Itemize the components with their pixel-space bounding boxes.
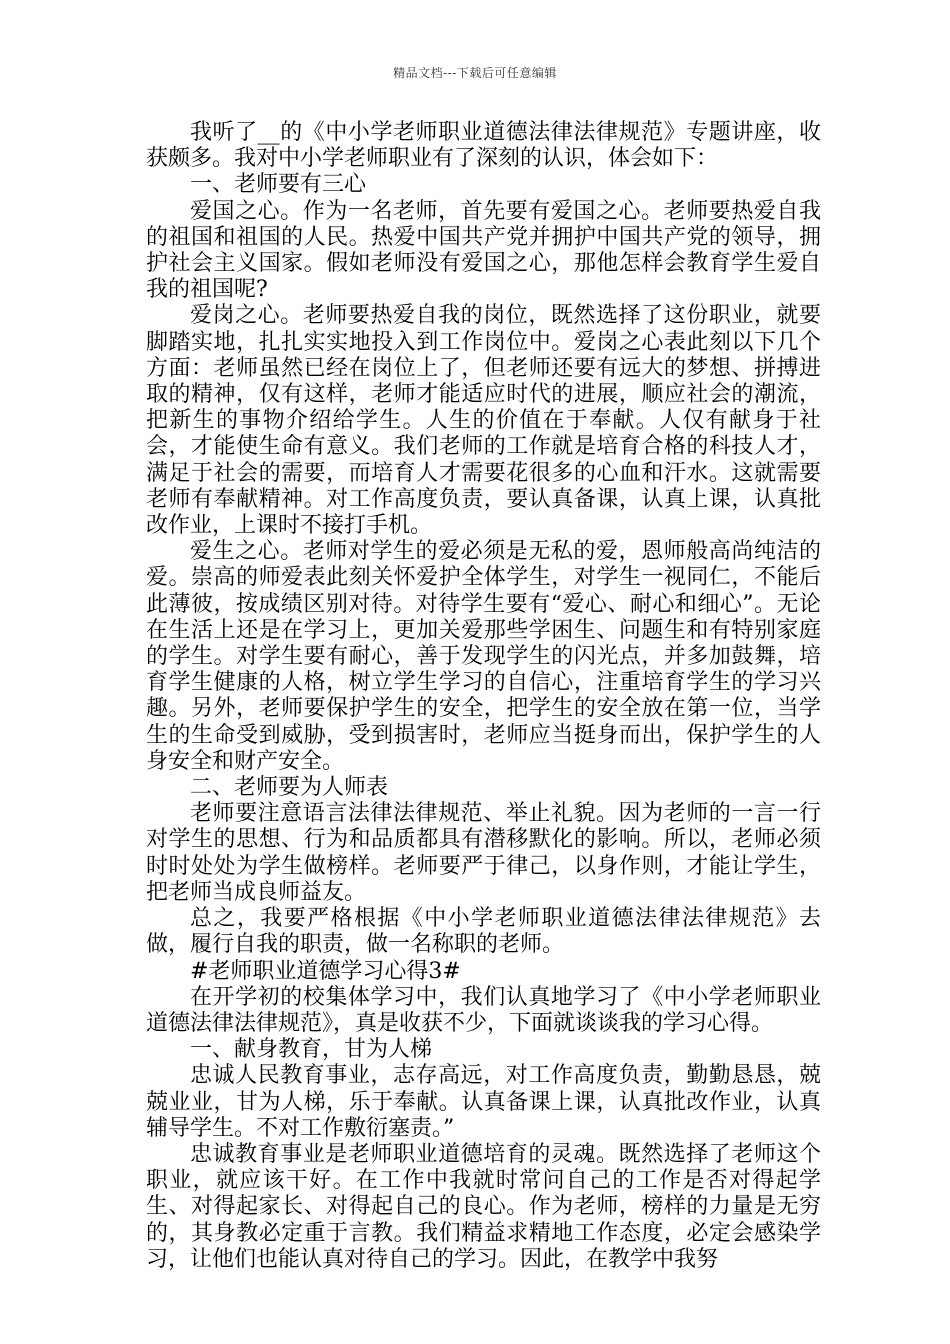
paragraph-conclusion: 总之，我要严格根据《中小学老师职业道德法律法律规范》去做，履行自我的职责，做一名称职的老师。 — [146, 906, 821, 958]
paragraph-job-devotion: 爱岗之心。老师要热爱自我的岗位，既然选择了这份职业，就要脚踏实地，扎扎实实地投入到工作岗位中。爱岗之心表此刻以下几个方面：老师虽然已经在岗位上了，但老师还要有远大的梦想、拼搏进取的精神，仅有这样，老师才能适应时代的进展，顺应社会的潮流，把新生的事物介绍给学生。人生的价值在于奉献。人仅有献身于社会，才能使生命有意义。我们老师的工作就是培育合格的科技人才，满足于社会的需要，而培育人才需要花很多的心血和汗水。这就需要老师有奉献精神。对工作高度负责，要认真备课，认真上课，认真批改作业，上课时不接打手机。 — [146, 303, 821, 539]
heading-dedication: 一、献身教育，甘为人梯 — [190, 1037, 433, 1063]
paragraph-student-love: 爱生之心。老师对学生的爱必须是无私的爱，恩师般高尚纯洁的爱。崇高的师爱表此刻关怀爱护全体学生，对学生一视同仁，不能后此薄彼，按成绩区别对待。对待学生要有“爱心、耐心和细心”。无论在生活上还是在学习上，更加关爱那些学困生、问题生和有特别家庭的学生。对学生要有耐心，善于发现学生的闪光点，并多加鼓舞，培育学生健康的人格，树立学生学习的自信心，注重培育学生的学习兴趣。另外，老师要保护学生的安全，把学生的安全放在第一位，当学生的生命受到威胁，受到损害时，老师应当挺身而出，保护学生的人身安全和财产安全。 — [146, 539, 821, 774]
paragraph-role-model: 老师要注意语言法律法律规范、举止礼貌。因为老师的一言一行对学生的思想、行为和品质都具有潜移默化的影响。所以，老师必须时时处处为学生做榜样。老师要严于律己，以身作则，才能让学生，把老师当成良师益友。 — [146, 801, 821, 905]
heading-three-hearts: 一、老师要有三心 — [190, 172, 367, 198]
heading-role-model: 二、老师要为人师表 — [190, 775, 389, 801]
paragraph-dedication: 忠诚人民教育事业，志存高远，对工作高度负责，勤勤恳恳，兢兢业业，甘为人梯，乐于奉献。认真备课上课，认真批改作业，认真辅导学生。不对工作敷衍塞责。” — [146, 1063, 821, 1141]
page-header: 精品文档---下载后可任意编辑 — [393, 66, 557, 80]
paragraph-intro: 我听了__的《中小学老师职业道德法律法律规范》专题讲座，收获颇多。我对中小学老师职业有了深刻的认识，体会如下： — [146, 120, 821, 172]
paragraph-study-intro: 在开学初的校集体学习中，我们认真地学习了《中小学老师职业道德法律法律规范》，真是收获不少，下面就谈谈我的学习心得。 — [146, 984, 821, 1036]
paragraph-loyalty: 忠诚教育事业是老师职业道德培育的灵魂。既然选择了老师这个职业，就应该干好。在工作中我就时常问自己的工作是否对得起学生、对得起家长、对得起自己的良心。作为老师，榜样的力量是无穷的，其身教必定重于言教。我们精益求精地工作态度，必定会感染学习，让他们也能认真对待自己的学习。因此，在教学中我努 — [146, 1141, 821, 1272]
document-body — [146, 120, 821, 1273]
paragraph-patriotic-heart: 爱国之心。作为一名老师，首先要有爱国之心。老师要热爱自我的祖国和祖国的人民。热爱中国共产党并拥护中国共产党的领导，拥护社会主义国家。假如老师没有爱国之心，那他怎样会教育学生爱自我的祖国呢? — [146, 198, 821, 303]
section-title-3: #老师职业道德学习心得3# — [190, 958, 461, 984]
